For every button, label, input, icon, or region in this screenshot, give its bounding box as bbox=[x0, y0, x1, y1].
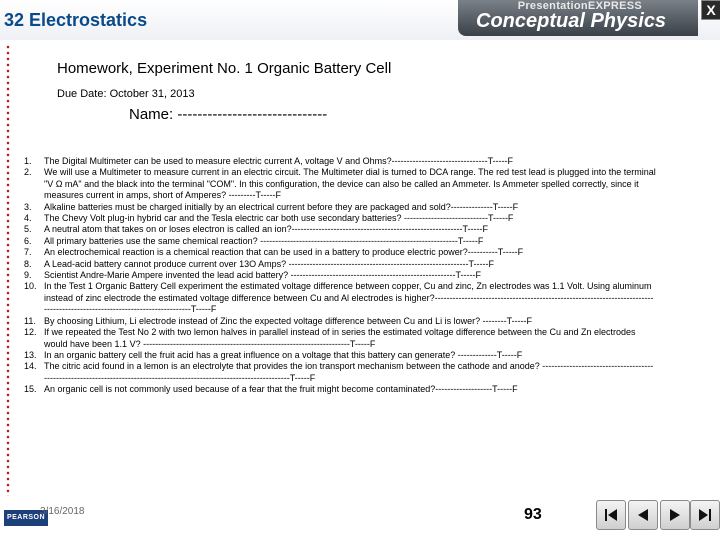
question-text: All primary batteries use the same chemical reaction? ------------------------------------------------------------------T-----F bbox=[44, 235, 484, 246]
brand-banner bbox=[458, 0, 698, 36]
question-number: 9. bbox=[24, 270, 32, 281]
question-text: A Lead-acid battery cannot produce current over 13O Amps? ------------------------------------------------------------T-----F bbox=[44, 258, 494, 269]
close-button[interactable]: X bbox=[701, 0, 720, 20]
question-item bbox=[24, 224, 656, 235]
question-item bbox=[24, 247, 656, 258]
question-number: 6. bbox=[24, 235, 32, 246]
question-number: 12. bbox=[24, 327, 37, 338]
question-item bbox=[24, 236, 656, 247]
page-number: 93 bbox=[524, 506, 542, 523]
question-text: The Digital Multimeter can be used to measure electric current A, voltage V and Ohms?--------------------------------T-----F bbox=[44, 156, 514, 166]
question-text: Alkaline batteries must be charged initially by an electrical current before they are packaged and sold?--------------T-----F bbox=[44, 201, 519, 212]
question-number: 1. bbox=[24, 156, 32, 166]
question-text: An electrochemical reaction is a chemical reaction that can be used in a battery to produce electric power?----------T-----F bbox=[44, 247, 524, 258]
question-number: 2. bbox=[24, 167, 32, 178]
question-number: 14. bbox=[24, 361, 37, 372]
question-number: 8. bbox=[24, 258, 32, 269]
question-text: By choosing Lithium, Li electrode instead of Zinc the expected voltage difference between Cu and Li is lower? --------T-----F bbox=[44, 315, 533, 326]
question-number: 7. bbox=[24, 247, 32, 258]
name-line: Name: ------------------------------ bbox=[129, 106, 328, 123]
slide-title: Homework, Experiment No. 1 Organic Battery Cell bbox=[57, 60, 392, 77]
question-number: 3. bbox=[24, 201, 32, 212]
question-item bbox=[24, 202, 656, 213]
slide-header bbox=[0, 0, 720, 40]
question-item bbox=[24, 156, 656, 167]
chapter-title: 32 Electrostatics bbox=[4, 10, 148, 30]
first-page-button[interactable] bbox=[596, 500, 626, 530]
question-item bbox=[24, 213, 656, 224]
due-date: Due Date: October 31, 2013 bbox=[57, 88, 195, 100]
question-item bbox=[24, 259, 656, 270]
question-item bbox=[24, 384, 656, 395]
question-text: We will use a Multimeter to measure current in an electric circuit. The Multimeter dial is turned to DCA range. The red test lead is plugged into the terminal "V Ω mA" and the black into the terminal "COM". In this configuration, the device can also be called an Ammeter. Is Ammeter spelled correctly, since it measures current in amps, short of Amperes? ---------T-----F bbox=[44, 167, 659, 201]
question-text: An organic cell is not commonly used because of a fear that the fruit might become contaminated?-------------------T-----F bbox=[44, 384, 518, 395]
last-page-icon bbox=[696, 506, 714, 524]
next-page-icon bbox=[666, 506, 684, 524]
question-text: In the Test 1 Organic Battery Cell experiment the estimated voltage difference between copper, Cu and zinc, Zn electrodes was 1.1 Volt. Using aluminum instead of zinc electrode the estimated voltage difference between Cu and Al electrodes is higher?--------------------------------------------------------------------------------------------------------------------------T-----F bbox=[44, 281, 655, 315]
slide-date: 3/16/2018 bbox=[40, 506, 85, 517]
question-list bbox=[24, 156, 659, 396]
dotted-margin-divider bbox=[6, 44, 10, 496]
question-number: 15. bbox=[24, 384, 37, 395]
last-page-button[interactable] bbox=[690, 500, 720, 530]
question-item bbox=[24, 350, 656, 361]
previous-page-icon bbox=[634, 506, 652, 524]
question-item bbox=[24, 316, 656, 327]
question-number: 5. bbox=[24, 224, 32, 235]
question-item bbox=[24, 270, 656, 281]
next-page-button[interactable] bbox=[660, 500, 690, 530]
first-page-icon bbox=[602, 506, 620, 524]
question-number: 11. bbox=[24, 315, 36, 326]
question-text: The citric acid found in a lemon is an electrolyte that provides the ion transport mechanism between the cathode and anode? -----------------------------------------------------------------------------------------------------------------------T-----F bbox=[44, 361, 654, 383]
question-text: The Chevy Volt plug-in hybrid car and the Tesla electric car both use secondary batteries? ----------------------------T-----F bbox=[44, 213, 514, 224]
question-text: Scientist Andre-Marie Ampere invented the lead acid battery? -------------------------------------------------------T-----F bbox=[44, 270, 481, 281]
question-number: 4. bbox=[24, 213, 32, 224]
question-text: If we repeated the Test No 2 with two lemon halves in parallel instead of in series the estimated voltage difference between the Cu and Zn electrodes would have been 1.1 V? ---------------------------------------------------------------------T-----F bbox=[44, 327, 639, 349]
question-text: In an organic battery cell the fruit acid has a great influence on a voltage that this battery can generate? -------------T-----F bbox=[44, 349, 523, 360]
question-text: A neutral atom that takes on or loses electron is called an ion?---------------------------------------------------------T-----F bbox=[44, 224, 488, 235]
question-item bbox=[24, 361, 656, 384]
question-item bbox=[24, 167, 659, 201]
question-item bbox=[24, 327, 656, 350]
question-item bbox=[24, 281, 656, 315]
brand-top-text: PresentationEXPRESS bbox=[517, 0, 642, 12]
previous-page-button[interactable] bbox=[628, 500, 658, 530]
question-number: 10. bbox=[24, 281, 37, 292]
question-number: 13. bbox=[24, 349, 37, 360]
brand-main-text: Conceptual Physics bbox=[476, 10, 667, 32]
pearson-logo: PEARSON bbox=[4, 510, 48, 526]
